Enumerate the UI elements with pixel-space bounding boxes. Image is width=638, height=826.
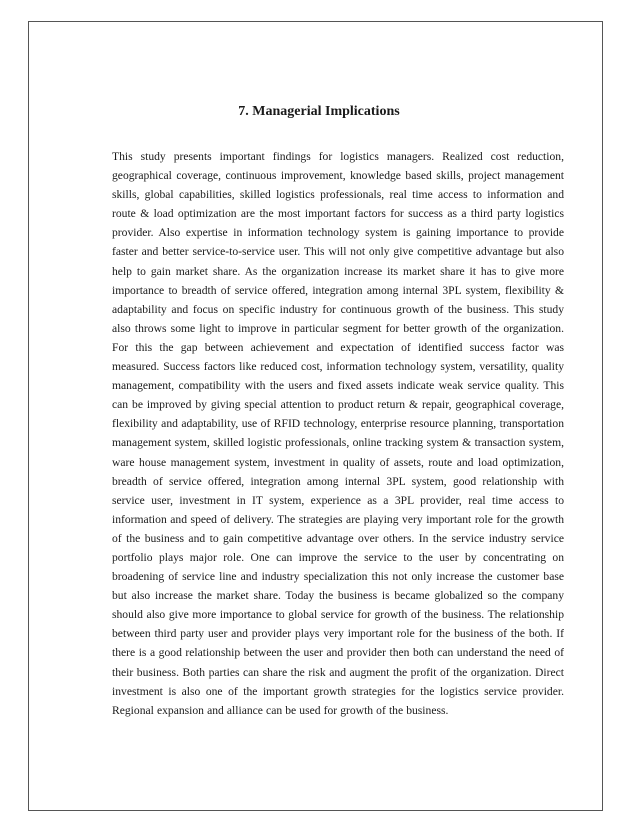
body-paragraph: This study presents important findings for logistics managers. Realized cost reduction, geographical coverage, continuous improvement, knowledge based skills, project management skills, global capabilities, skilled logistics professionals, real time access to information and route & load optimization are the most important factors for success as a third party logistics provider. Also expertise in information technology system is gaining importance to provide faster and better service-to-service user. This will not only give competitive advantage but also help to gain market share. As the organization increase its market share it has to give more importance to breadth of service offered, integration among internal 3PL system, flexibility & adaptability and focus on specific industry for continuous growth of the business. This study also throws some light to improve in particular segment for better growth of the organization. For this the gap between achievement and expectation of identified success factor was measured. Success factors like reduced cost, information technology system, versatility, quality management, compatibility with the users and fixed assets indicate weak service quality. This can be improved by giving special attention to product return & repair, geographical coverage, flexibility and adaptability, use of RFID technology, enterprise resource planning, transportation management system, skilled logistic professionals, online tracking system & transaction system, ware house management system, investment in quality of assets, route and load optimization, breadth of service offered, integration among internal 3PL system, good relationship with service user, investment in IT system, experience as a 3PL provider, real time access to information and speed of delivery. The strategies are playing very important role for the growth of the business and to gain competitive advantage over others. In the service industry service portfolio plays major role. One can improve the service to the user by concentrating on broadening of service line and industry specialization this not only increase the customer base but also increase the market share. Today the business is became globalized so the company should also give more importance to global service for growth of the business. The relationship between third party user and provider plays very important role for the business of the both. If there is a good relationship between the user and provider then both can understand the need of their business. Both parties can share the risk and augment the profit of the organization. Direct investment is also one of the important growth strategies for the logistics service provider. Regional expansion and alliance can be used for growth of the business.	[112, 150, 564, 717]
section-heading	[0, 104, 638, 120]
section-number: 7.	[238, 104, 249, 119]
section-title: Managerial Implications	[252, 104, 400, 119]
